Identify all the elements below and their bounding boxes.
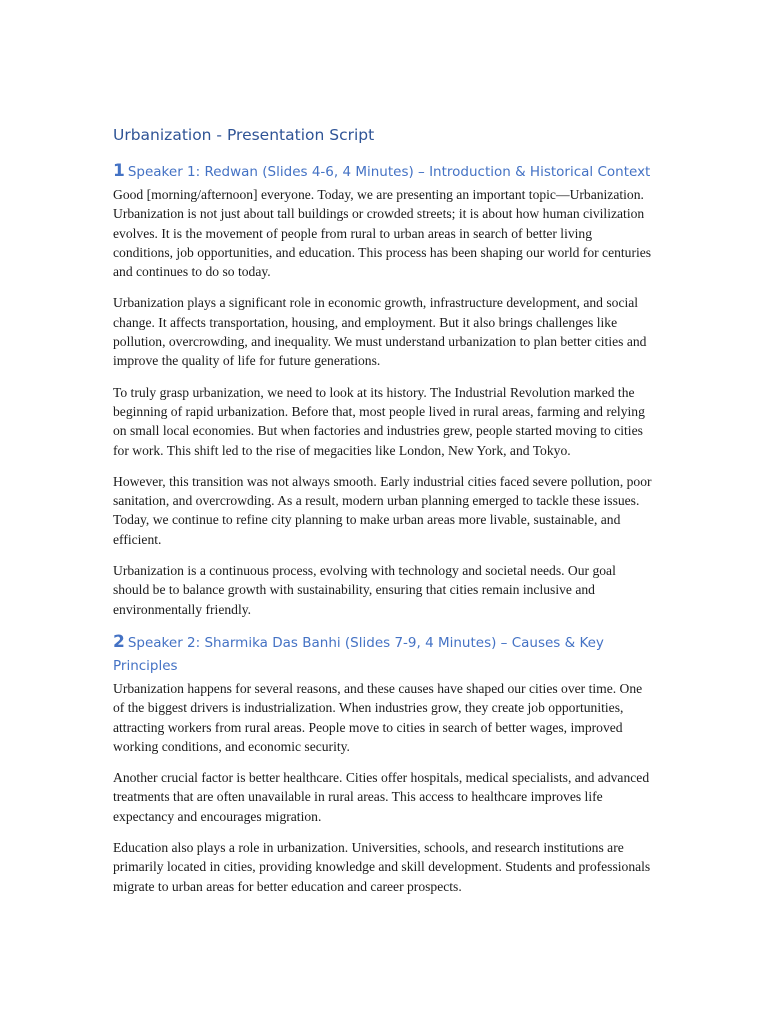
section-heading bbox=[113, 160, 655, 184]
section-heading-text: Speaker 2: Sharmika Das Banhi (Slides 7-9, 4 Minutes) – Causes & Key Principles bbox=[113, 634, 604, 674]
paragraph: To truly grasp urbanization, we need to look at its history. The Industrial Revolution marked the beginning of rapid urbanization. Before that, most people lived in rural areas, farming and relying on small local economies. But when factories and industries grew, people started moving to cities for work. This shift led to the rise of megacities like London, New York, and Tokyo. bbox=[113, 384, 645, 458]
section-number: 1 bbox=[113, 161, 124, 181]
paragraph: However, this transition was not always smooth. Early industrial cities faced severe pollution, poor sanitation, and overcrowding. As a result, modern urban planning emerged to tackle these issues. Today, we continue to refine city planning to make urban areas more livable, sustainable, and efficient. bbox=[113, 473, 652, 547]
paragraph: Education also plays a role in urbanization. Universities, schools, and research institutions are primarily located in cities, providing knowledge and skill development. Students and professionals migrate to urban areas for better education and career prospects. bbox=[113, 840, 651, 894]
section-number: 2 bbox=[113, 631, 124, 652]
paragraph: Good [morning/afternoon] everyone. Today, we are presenting an important topic—Urbanization. Urbanization is not just about tall buildings or crowded streets; it is about how human civilization evolves. It is the movement of people from rural to urban areas in search of better living conditions, job opportunities, and education. This process has been shaping our world for centuries and continues to do so today. bbox=[113, 187, 652, 280]
document-body bbox=[113, 124, 655, 908]
paragraph: Another crucial factor is better healthcare. Cities offer hospitals, medical specialists, and advanced treatments that are often unavailable in rural areas. This access to healthcare improves life expectancy and encourages migration. bbox=[113, 770, 650, 824]
section-heading-text: Speaker 1: Redwan (Slides 4-6, 4 Minutes) – Introduction & Historical Context bbox=[127, 164, 651, 180]
document-title: Urbanization - Presentation Script bbox=[113, 126, 375, 144]
section-speaker-2 bbox=[113, 631, 655, 896]
section-speaker-1 bbox=[113, 160, 655, 619]
section-heading bbox=[113, 631, 655, 678]
paragraph: Urbanization is a continuous process, evolving with technology and societal needs. Our goal should be to balance growth with sustainability, ensuring that cities remain inclusive and environmentally friendly. bbox=[113, 563, 616, 617]
paragraph: Urbanization happens for several reasons, and these causes have shaped our cities over time. One of the biggest drivers is industrialization. When industries grow, they create job opportunities, attracting workers from rural areas. People move to cities in search of better wages, improved working conditions, and economic security. bbox=[113, 680, 643, 754]
paragraph: Urbanization plays a significant role in economic growth, infrastructure development, and social change. It affects transportation, housing, and employment. But it also brings challenges like pollution, overcrowding, and inequality. We must understand urbanization to plan better cities and improve the quality of life for future generations. bbox=[113, 295, 647, 369]
